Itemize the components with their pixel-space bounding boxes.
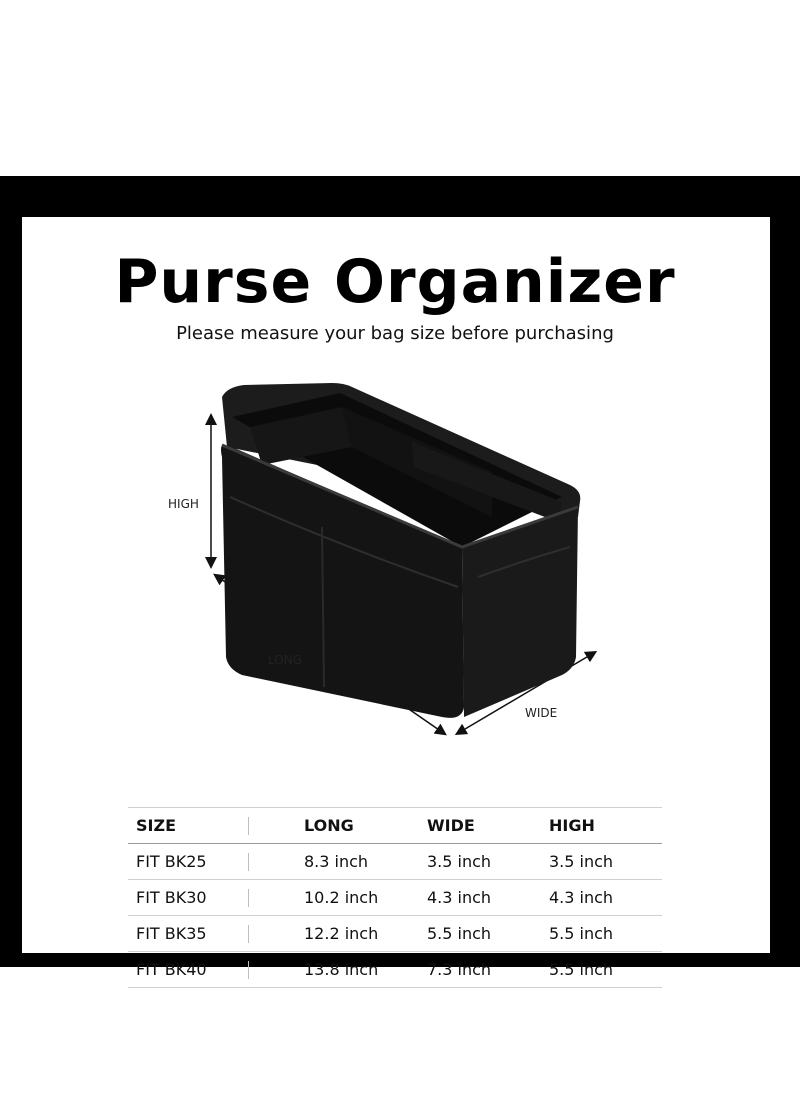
high-cell: 4.3 inch	[541, 880, 662, 916]
content-panel	[22, 217, 770, 979]
long-label: LONG	[268, 653, 302, 667]
long-cell: 12.2 inch	[296, 916, 419, 952]
high-cell: 3.5 inch	[541, 844, 662, 880]
size-cell: FIT BK40	[128, 952, 248, 988]
column-divider	[248, 844, 296, 880]
wide-cell: 5.5 inch	[419, 916, 541, 952]
column-divider	[248, 808, 296, 844]
column-divider	[248, 880, 296, 916]
purse-organizer-image	[221, 383, 580, 718]
size-cell: FIT BK25	[128, 844, 248, 880]
wide-cell: 7.3 inch	[419, 952, 541, 988]
table-row	[128, 952, 662, 988]
long-cell: 10.2 inch	[296, 880, 419, 916]
header-high: HIGH	[541, 808, 662, 844]
high-label: HIGH	[168, 497, 199, 511]
wide-cell: 3.5 inch	[419, 844, 541, 880]
header-wide: WIDE	[419, 808, 541, 844]
page-subtitle: Please measure your bag size before purchasing	[176, 323, 614, 344]
size-cell: FIT BK30	[128, 880, 248, 916]
wide-label: WIDE	[525, 706, 558, 720]
column-divider	[248, 952, 296, 988]
table-header-row	[128, 808, 662, 844]
long-cell: 13.8 inch	[296, 952, 419, 988]
column-divider	[248, 916, 296, 952]
high-cell: 5.5 inch	[541, 916, 662, 952]
table-row	[128, 844, 662, 880]
black-frame	[0, 176, 800, 979]
header-size: SIZE	[128, 808, 248, 844]
size-table	[128, 807, 662, 988]
high-cell: 5.5 inch	[541, 952, 662, 988]
table-row	[128, 880, 662, 916]
header-long: LONG	[296, 808, 419, 844]
page-title: Purse Organizer	[114, 247, 676, 317]
long-cell: 8.3 inch	[296, 844, 419, 880]
size-cell: FIT BK35	[128, 916, 248, 952]
table-row	[128, 916, 662, 952]
wide-cell: 4.3 inch	[419, 880, 541, 916]
